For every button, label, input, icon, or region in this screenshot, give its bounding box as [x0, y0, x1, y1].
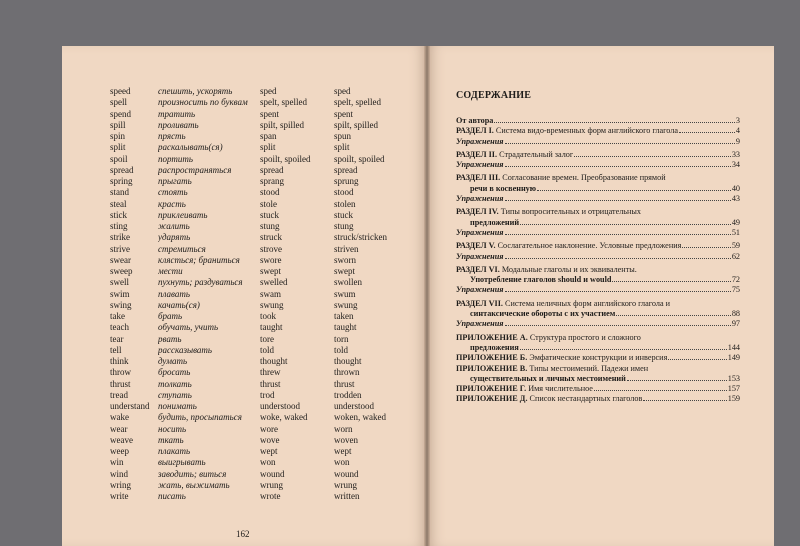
toc-section-entry — [456, 207, 740, 228]
verb-past-simple: wove — [260, 434, 280, 445]
verb-past-participle: sprung — [334, 176, 359, 186]
verb-past-simple: wore — [260, 423, 278, 434]
verb-row — [110, 142, 410, 153]
dot-leader — [594, 390, 727, 391]
toc-exercises-entry — [456, 252, 740, 262]
verb-past-participle: told — [334, 344, 349, 355]
verb-infinitive: think — [110, 356, 129, 366]
toc-entry-title: Типы местоимений. Падежи имен — [527, 363, 649, 373]
verb-row — [110, 480, 410, 491]
toc-entry-heading: РАЗДЕЛ II. — [456, 149, 498, 159]
verb-infinitive: swing — [110, 299, 132, 310]
verb-past-participle: trodden — [334, 389, 362, 400]
verb-row — [110, 435, 410, 446]
verb-infinitive: sting — [110, 221, 128, 231]
dot-leader — [574, 156, 731, 157]
verb-past-simple: spilt, spilled — [260, 119, 305, 130]
verb-past-simple: tore — [260, 333, 274, 344]
verb-infinitive: teach — [110, 322, 129, 333]
verb-past-participle: sworn — [334, 254, 356, 265]
verb-infinitive: throw — [110, 367, 131, 378]
verb-infinitive: split — [110, 142, 126, 153]
verb-translation: ударять — [158, 232, 191, 243]
toc-section-entry — [456, 150, 740, 160]
verb-past-simple: told — [260, 344, 275, 355]
dot-leader — [520, 224, 731, 225]
toc-entry-heading: РАЗДЕЛ IV. — [456, 207, 499, 217]
dot-leader — [668, 359, 726, 360]
verb-infinitive: swell — [110, 277, 129, 288]
verb-past-simple: took — [260, 311, 277, 321]
dot-leader — [505, 166, 731, 167]
verb-translation: рассказывать — [158, 344, 213, 355]
table-of-contents — [456, 116, 740, 405]
verb-past-simple: thrust — [260, 378, 281, 389]
toc-entry-title: Модальные глаголы и их эквиваленты. — [499, 264, 637, 274]
toc-entry-title: Структура простого и сложного — [527, 332, 641, 342]
verb-translation: приклеивать — [158, 209, 208, 220]
toc-entry-heading: ПРИЛОЖЕНИЕ Б. — [456, 353, 528, 363]
toc-entry-continuation: предложения — [470, 342, 519, 352]
verb-infinitive: stand — [110, 187, 129, 198]
verb-translation: носить — [158, 423, 187, 434]
toc-entry-heading: РАЗДЕЛ I. — [456, 126, 494, 136]
toc-page-number: 43 — [731, 194, 740, 204]
toc-section-entry — [456, 126, 740, 136]
verb-translation: пухнуть; раздуваться — [158, 277, 243, 288]
verb-translation: обучать, учить — [158, 322, 219, 333]
verb-past-simple: split — [260, 142, 276, 153]
verb-row — [110, 244, 410, 255]
verb-past-simple: strove — [260, 243, 282, 254]
verb-row — [110, 469, 410, 480]
verb-infinitive: speed — [110, 86, 131, 96]
verb-past-simple: struck — [260, 232, 282, 243]
toc-page-number: 4 — [735, 126, 740, 136]
toc-exercises-entry — [456, 228, 740, 238]
verb-infinitive: steal — [110, 198, 127, 209]
verb-past-participle: swum — [334, 288, 356, 299]
dot-leader — [520, 349, 727, 350]
verb-infinitive: wake — [110, 412, 129, 423]
verb-translation: качать(ся) — [158, 299, 200, 310]
toc-page-number: 153 — [727, 373, 740, 383]
verb-past-participle: thrust — [334, 378, 355, 389]
book-gutter — [424, 46, 430, 546]
toc-entry-heading: Упражнения — [456, 285, 504, 295]
verb-past-simple: wound — [260, 468, 285, 479]
verb-translation: заводить; виться — [158, 468, 227, 479]
verb-past-participle: stolen — [334, 198, 356, 209]
toc-page-number: 97 — [731, 319, 740, 329]
verb-row — [110, 255, 410, 266]
toc-entry-heading: Упражнения — [456, 194, 504, 204]
verb-infinitive: swim — [110, 288, 130, 299]
verb-past-participle: woven — [334, 434, 358, 445]
toc-section-entry — [456, 265, 740, 286]
verb-past-participle: spilt, spilled — [334, 119, 379, 130]
verb-row — [110, 367, 410, 378]
verb-infinitive: weep — [110, 446, 129, 456]
verb-translation: брать — [158, 311, 183, 321]
verb-translation: думать — [158, 356, 188, 366]
verb-row — [110, 446, 410, 457]
verb-row — [110, 390, 410, 401]
verb-past-simple: taught — [260, 322, 283, 333]
verb-translation: стоять — [158, 187, 188, 198]
verb-row — [110, 300, 410, 311]
verb-row — [110, 289, 410, 300]
verb-past-participle: swung — [334, 299, 358, 310]
verb-past-participle: wrung — [334, 479, 357, 490]
dot-leader — [505, 291, 731, 292]
verb-row — [110, 322, 410, 333]
verb-translation: плавать — [158, 288, 190, 299]
verb-past-simple: swung — [260, 299, 284, 310]
verb-infinitive: spread — [110, 164, 134, 175]
verb-row — [110, 131, 410, 142]
toc-entry-heading: ПРИЛОЖЕНИЕ Д. — [456, 394, 528, 404]
verb-past-simple: trod — [260, 389, 275, 400]
verb-row — [110, 379, 410, 390]
toc-entry-heading: ПРИЛОЖЕНИЕ В. — [456, 363, 528, 373]
verb-past-participle: woken, waked — [334, 412, 386, 423]
verb-infinitive: tear — [110, 333, 124, 344]
page-number: 162 — [236, 529, 250, 539]
verb-infinitive: spring — [110, 176, 133, 186]
verb-past-participle: stung — [334, 221, 354, 231]
toc-section-entry — [456, 116, 740, 126]
toc-exercises-entry — [456, 194, 740, 204]
toc-section-entry — [456, 364, 740, 385]
verb-translation: выигрывать — [158, 457, 206, 468]
toc-entry-heading: Упражнения — [456, 136, 504, 146]
verb-translation: прясть — [158, 131, 186, 141]
verb-row — [110, 176, 410, 187]
toc-exercises-entry — [456, 285, 740, 295]
verb-infinitive: tread — [110, 389, 128, 400]
toc-entry-heading: От автора — [456, 116, 494, 125]
toc-page-number: 157 — [727, 384, 740, 394]
toc-entry-title: Система неличных форм английского глагола и — [502, 298, 671, 308]
toc-page-number: 75 — [731, 285, 740, 295]
verb-translation: понимать — [158, 401, 197, 411]
toc-page-number: 62 — [731, 251, 740, 261]
toc-entry-title: Типы вопросительных и отрицательных — [498, 207, 642, 217]
toc-entry-heading: Упражнения — [456, 227, 504, 237]
verb-infinitive: wind — [110, 468, 128, 479]
toc-entry-title: Имя числительное — [526, 384, 593, 394]
verb-row — [110, 334, 410, 345]
verb-past-simple: swelled — [260, 277, 288, 288]
verb-row — [110, 199, 410, 210]
toc-entry-heading: Упражнения — [456, 319, 504, 329]
toc-exercises-entry — [456, 137, 740, 147]
verb-past-simple: sped — [260, 86, 277, 96]
dot-leader — [679, 132, 735, 133]
verb-translation: толкать — [158, 378, 192, 389]
toc-entry-continuation: синтаксические обороты с их участием — [470, 309, 616, 319]
verb-row — [110, 221, 410, 232]
verb-infinitive: spin — [110, 131, 126, 141]
verb-past-participle: taught — [334, 322, 357, 333]
verb-past-participle: striven — [334, 243, 359, 254]
verb-translation: распространяться — [158, 164, 232, 175]
toc-page-number: 9 — [735, 136, 740, 146]
dot-leader — [494, 122, 735, 123]
verb-past-simple: wrote — [260, 491, 281, 501]
verb-row — [110, 232, 410, 243]
verb-infinitive: weave — [110, 434, 133, 445]
verb-infinitive: understand — [110, 401, 150, 411]
verb-past-simple: sprang — [260, 176, 284, 186]
toc-entry-heading: РАЗДЕЛ III. — [456, 173, 501, 183]
toc-section-entry — [456, 394, 740, 404]
toc-page-number: 144 — [727, 342, 740, 352]
dot-leader — [627, 380, 727, 381]
verb-row — [110, 165, 410, 176]
verb-past-simple: swept — [260, 266, 281, 276]
verb-translation: красть — [158, 198, 186, 209]
toc-entry-title: Сослагательное наклонение. Условные предложения — [495, 241, 682, 251]
toc-entry-continuation: предложений — [470, 217, 520, 227]
dot-leader — [682, 247, 730, 248]
verb-past-participle: swept — [334, 266, 355, 276]
verb-translation: жалить — [158, 221, 190, 231]
verb-past-participle: won — [334, 457, 350, 468]
verb-translation: произносить по буквам — [158, 97, 248, 108]
verb-translation: проливать — [158, 119, 199, 130]
verb-row — [110, 120, 410, 131]
dot-leader — [505, 325, 731, 326]
verb-past-participle: spelt, spelled — [334, 97, 381, 108]
verb-past-simple: won — [260, 457, 276, 468]
verb-past-participle: stuck — [334, 209, 353, 220]
verb-row — [110, 210, 410, 221]
verb-row — [110, 356, 410, 367]
verb-past-simple: spread — [260, 164, 284, 175]
verb-infinitive: strive — [110, 243, 130, 254]
toc-entry-continuation: Употребление глаголов should и would — [470, 275, 612, 285]
toc-entry-heading: РАЗДЕЛ VI. — [456, 264, 500, 274]
verb-past-participle: thrown — [334, 367, 360, 378]
verb-past-participle: thought — [334, 356, 362, 366]
verb-past-simple: woke, waked — [260, 412, 308, 423]
verb-row — [110, 412, 410, 423]
toc-entry-heading: Упражнения — [456, 160, 504, 170]
verb-translation: будить, просыпаться — [158, 412, 242, 423]
verb-row — [110, 266, 410, 277]
verb-past-simple: wept — [260, 446, 278, 456]
verb-past-simple: wrung — [260, 479, 283, 490]
verb-row — [110, 491, 410, 502]
verb-past-participle: swollen — [334, 277, 362, 288]
verb-row — [110, 97, 410, 108]
verb-infinitive: take — [110, 311, 125, 321]
verb-row — [110, 311, 410, 322]
verb-past-participle: split — [334, 142, 350, 153]
verb-translation: клясться; браниться — [158, 254, 240, 265]
verb-past-participle: torn — [334, 333, 349, 344]
verb-translation: раскалывать(ся) — [158, 142, 223, 153]
verb-past-simple: spelt, spelled — [260, 97, 307, 108]
toc-page-number: 51 — [731, 227, 740, 237]
verb-infinitive: spill — [110, 119, 126, 130]
toc-section-entry — [456, 384, 740, 394]
verb-past-participle: wound — [334, 468, 359, 479]
toc-page-number: 72 — [731, 275, 740, 285]
toc-section-entry — [456, 299, 740, 320]
toc-entry-title: Страдательный залог — [497, 149, 574, 159]
toc-entry-heading: РАЗДЕЛ V. — [456, 241, 496, 251]
toc-entry-heading: ПРИЛОЖЕНИЕ А. — [456, 332, 528, 342]
toc-page-number: 3 — [735, 116, 740, 125]
dot-leader — [537, 190, 731, 191]
verb-past-participle: spun — [334, 131, 352, 141]
toc-entry-heading: РАЗДЕЛ VII. — [456, 298, 503, 308]
verb-past-participle: worn — [334, 423, 353, 434]
toc-page-number: 40 — [731, 183, 740, 193]
verb-row — [110, 277, 410, 288]
verb-infinitive: spoil — [110, 153, 128, 164]
toc-page-number: 149 — [727, 353, 740, 363]
toc-entry-title: Согласование времен. Преобразование прямой — [500, 173, 666, 183]
toc-page-number: 34 — [731, 160, 740, 170]
verb-past-simple: stood — [260, 187, 280, 198]
dot-leader — [643, 400, 726, 401]
dot-leader — [505, 258, 731, 259]
toc-exercises-entry — [456, 319, 740, 329]
irregular-verbs-table — [110, 86, 410, 502]
verb-translation: ткать — [158, 434, 184, 445]
verb-translation: рвать — [158, 333, 182, 344]
verb-row — [110, 187, 410, 198]
verb-row — [110, 86, 410, 97]
verb-past-participle: sped — [334, 86, 351, 96]
verb-past-simple: thought — [260, 356, 288, 366]
toc-entry-heading: Упражнения — [456, 251, 504, 261]
verb-past-simple: stung — [260, 221, 280, 231]
verb-infinitive: wear — [110, 423, 128, 434]
toc-page-number: 159 — [727, 394, 740, 404]
verb-past-simple: stuck — [260, 209, 279, 220]
toc-entry-title: Система видо-временных форм английского глагола — [493, 126, 678, 136]
verb-past-simple: swore — [260, 254, 282, 265]
verb-row — [110, 457, 410, 468]
verb-infinitive: stick — [110, 209, 127, 220]
verb-past-simple: stole — [260, 198, 277, 209]
toc-page-number: 59 — [731, 241, 740, 251]
verb-infinitive: spend — [110, 108, 131, 119]
verb-translation: тратить — [158, 108, 196, 119]
dot-leader — [505, 234, 731, 235]
verb-row — [110, 345, 410, 356]
verb-row — [110, 424, 410, 435]
verb-past-participle: spoilt, spoiled — [334, 153, 385, 164]
verb-translation: писать — [158, 491, 186, 501]
verb-past-participle: written — [334, 491, 360, 501]
verb-infinitive: thrust — [110, 378, 131, 389]
verb-translation: бросать — [158, 367, 191, 378]
verb-past-simple: threw — [260, 367, 281, 378]
verb-row — [110, 401, 410, 412]
verb-translation: ступать — [158, 389, 192, 400]
dot-leader — [505, 200, 731, 201]
verb-infinitive: sweep — [110, 266, 133, 276]
toc-exercises-entry — [456, 160, 740, 170]
verb-row — [110, 154, 410, 165]
verb-past-participle: spread — [334, 164, 358, 175]
toc-entry-title: Эмфатические конструкции и инверсия — [527, 353, 668, 363]
verb-infinitive: win — [110, 457, 124, 468]
verb-infinitive: strike — [110, 232, 130, 243]
verb-past-participle: taken — [334, 311, 354, 321]
verb-translation: стремиться — [158, 243, 206, 254]
verb-past-participle: struck/stricken — [334, 232, 387, 243]
verb-translation: плакать — [158, 446, 191, 456]
verb-past-simple: spent — [260, 108, 279, 119]
verb-past-participle: stood — [334, 187, 354, 198]
verb-past-participle: wept — [334, 446, 352, 456]
verb-infinitive: spell — [110, 97, 127, 108]
toc-page-number: 88 — [731, 309, 740, 319]
toc-page-number: 49 — [731, 217, 740, 227]
verb-infinitive: wring — [110, 479, 131, 490]
verb-translation: спешить, ускорять — [158, 86, 233, 96]
verb-past-simple: span — [260, 131, 277, 141]
dot-leader — [612, 281, 730, 282]
toc-entry-continuation: речи в косвенную — [470, 183, 537, 193]
toc-section-entry — [456, 173, 740, 194]
verb-translation: прыгать — [158, 176, 192, 186]
verb-infinitive: tell — [110, 344, 122, 355]
verb-translation: портить — [158, 153, 193, 164]
verb-past-participle: understood — [334, 401, 374, 411]
verb-past-simple: swam — [260, 288, 281, 299]
toc-entry-heading: ПРИЛОЖЕНИЕ Г. — [456, 384, 527, 394]
toc-section-entry — [456, 353, 740, 363]
verb-past-participle: spent — [334, 108, 353, 119]
toc-section-entry — [456, 333, 740, 354]
dot-leader — [505, 143, 735, 144]
contents-title: СОДЕРЖАНИЕ — [456, 90, 532, 101]
toc-entry-title: Список нестандартных глаголов — [527, 394, 643, 404]
dot-leader — [616, 315, 730, 316]
verb-past-simple: spoilt, spoiled — [260, 153, 311, 164]
verb-row — [110, 109, 410, 120]
toc-entry-continuation: существительных и личных местоимений — [470, 373, 626, 383]
toc-page-number: 33 — [731, 149, 740, 159]
toc-section-entry — [456, 241, 740, 251]
verb-infinitive: write — [110, 491, 129, 501]
verb-translation: жать, выжимать — [158, 479, 230, 490]
verb-translation: мести — [158, 266, 183, 276]
verb-infinitive: swear — [110, 254, 131, 265]
verb-past-simple: understood — [260, 401, 300, 411]
